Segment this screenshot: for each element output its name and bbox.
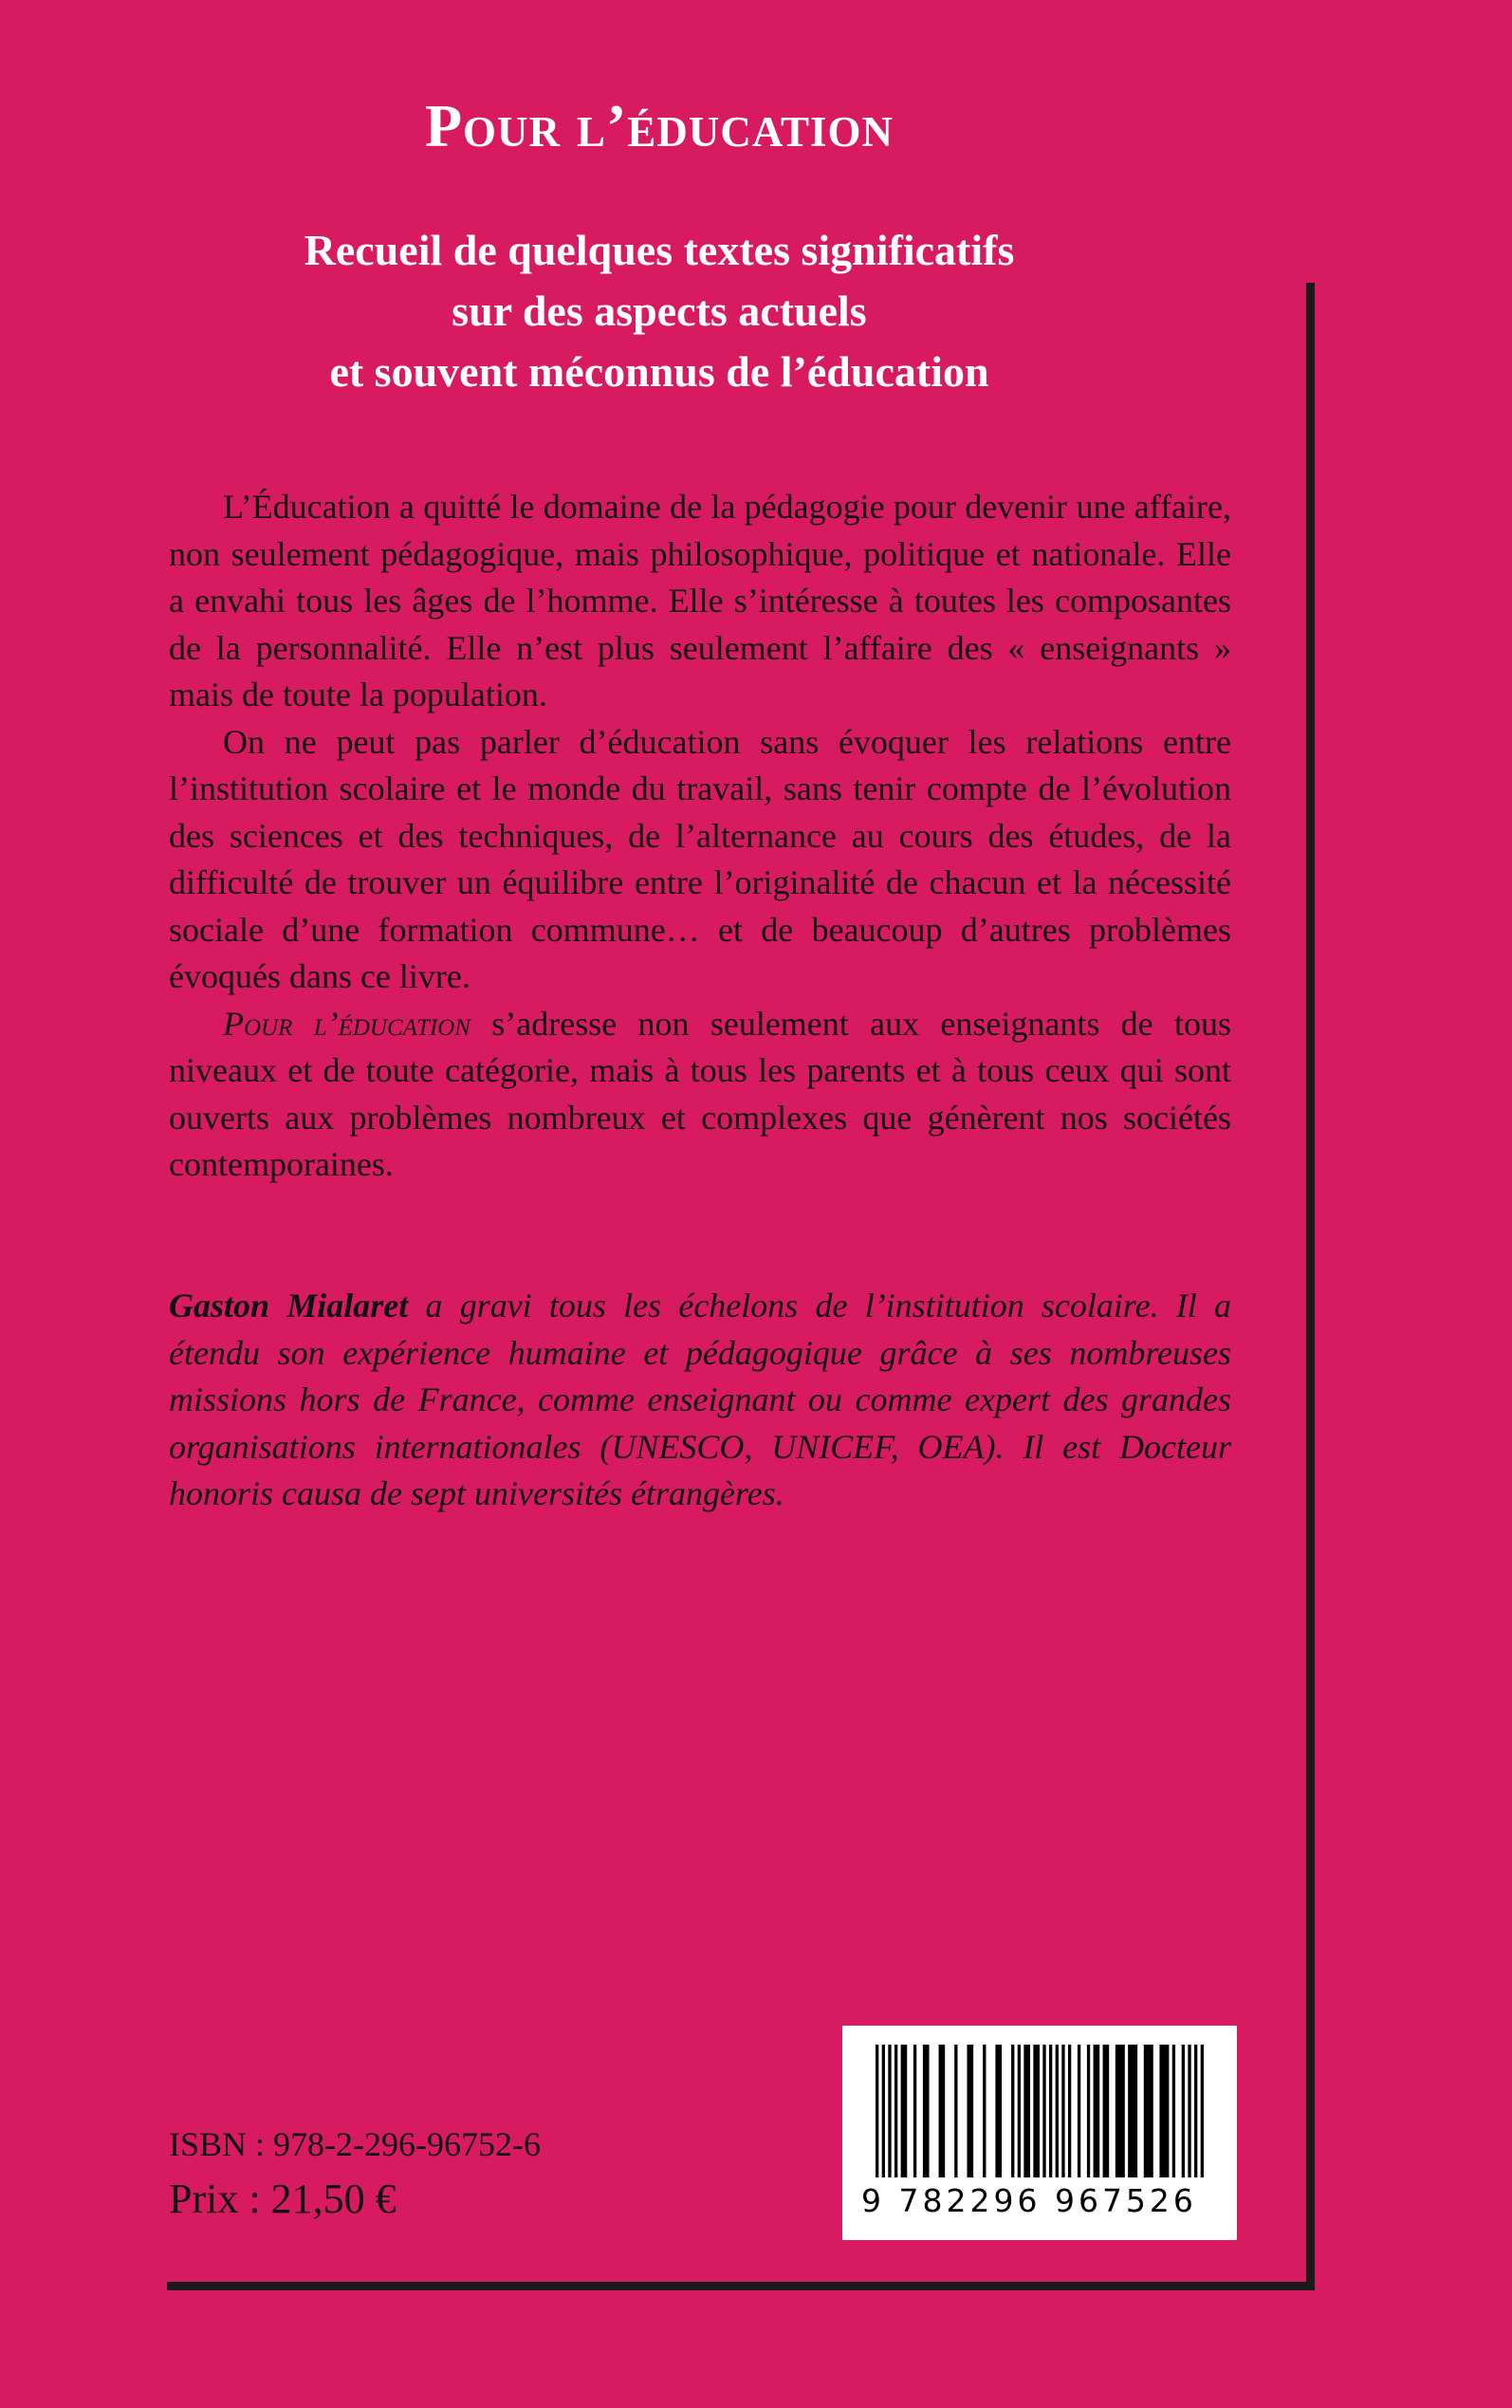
- barcode-bar: [1023, 2045, 1030, 2177]
- subtitle-line: Recueil de quelques textes significatifs: [304, 226, 1015, 274]
- barcode-bar: [1056, 2045, 1059, 2177]
- book-title: [0, 91, 1318, 161]
- barcode-bar: [876, 2045, 878, 2177]
- frame-right-border: [1306, 283, 1315, 2290]
- barcode-bar: [1042, 2045, 1045, 2177]
- book-title-text: Pour l’éducation: [424, 92, 894, 159]
- barcode-bar: [1087, 2045, 1090, 2177]
- barcode-bar: [1172, 2045, 1175, 2177]
- barcode-bar: [1033, 2045, 1040, 2177]
- barcode-bar: [1049, 2045, 1052, 2177]
- barcode-bar: [1018, 2045, 1021, 2177]
- isbn: ISBN : 978-2-296-96752-6: [169, 2125, 541, 2163]
- author-bio: [169, 1283, 1231, 1518]
- barcode-bar: [1116, 2045, 1125, 2177]
- barcode-bar: [1188, 2045, 1190, 2177]
- subtitle-line: et souvent méconnus de l’éducation: [329, 347, 989, 396]
- blurb-book-title: Pour l’éducation: [223, 1004, 470, 1043]
- barcode-bar: [1078, 2045, 1080, 2177]
- barcode-bar: [1094, 2045, 1100, 2177]
- barcode-bar: [995, 2045, 1002, 2177]
- barcode-bar: [1061, 2045, 1064, 2177]
- barcode-bar: [1159, 2045, 1169, 2177]
- barcode-bar: [967, 2045, 973, 2177]
- blurb: [169, 484, 1231, 1189]
- author-name: Gaston Mialaret: [169, 1287, 409, 1324]
- book-subtitle: [0, 220, 1318, 402]
- frame-bottom-border: [167, 2282, 1315, 2290]
- barcode-bar: [1103, 2045, 1110, 2177]
- barcode-bar: [888, 2045, 891, 2177]
- barcode-bar: [954, 2045, 957, 2177]
- barcode-bar: [923, 2045, 930, 2177]
- barcode-bar: [1194, 2045, 1197, 2177]
- barcode-bars: [876, 2045, 1204, 2177]
- barcode-bar: [1128, 2045, 1137, 2177]
- barcode-bar: [1011, 2045, 1014, 2177]
- barcode-bar: [1144, 2045, 1153, 2177]
- barcode-bar: [939, 2045, 946, 2177]
- barcode-bar: [1201, 2045, 1204, 2177]
- barcode-bar: [901, 2045, 908, 2177]
- blurb-paragraph-1: L’Éducation a quitté le domaine de la pédagogie pour devenir une affaire, non seulement pédagogique, mais philosophique, politique et nationale. Elle a envahi tous les âges de l’homme. Elle s’intéresse à toutes les composantes de la personnalité. Elle n’est plus seulement l’affaire des « enseignants » mais de toute la population.: [169, 488, 1231, 713]
- barcode-bar: [894, 2045, 897, 2177]
- blurb-paragraph-3: [169, 1001, 1231, 1189]
- barcode-bar: [983, 2045, 986, 2177]
- barcode-bar: [913, 2045, 916, 2177]
- barcode-bar: [1182, 2045, 1185, 2177]
- author-bio-text: a gravi tous les échelons de l’institution scolaire. Il a étendu son expérience humaine et pédagogique grâce à ses nombreuses missions hors de France, comme enseignant ou comme expert des grandes organisations internationales (UNESCO, UNICEF, OEA). Il est Docteur honoris causa de sept universités étrangères.: [169, 1287, 1231, 1512]
- barcode-bar: [882, 2045, 885, 2177]
- barcode-number: 9 782296 967526: [861, 2182, 1197, 2219]
- blurb-paragraph-2: On ne peut pas parler d’éducation sans évoquer les relations entre l’institution scolaire et le monde du travail, sans tenir compte de l’évolution des sciences et des techniques, de l’alternance au cours des études, de la difficulté de trouver un équilibre entre l’originalité de chacun et la nécessité sociale d’une formation commune… et de beaucoup d’autres problèmes évoqués dans ce livre.: [169, 722, 1231, 995]
- price: Prix : 21,50 €: [169, 2176, 396, 2222]
- subtitle-line: sur des aspects actuels: [452, 287, 867, 335]
- barcode: [842, 2026, 1237, 2240]
- barcode-bar: [1068, 2045, 1071, 2177]
- blurb-paragraph-3-text: s’adresse non seulement aux enseignants de tous niveaux et de toute catégorie, mais à tous les parents et à tous ceux qui sont ouverts aux problèmes nombreux et complexes que génèrent nos sociétés contemporaines.: [169, 1004, 1231, 1183]
